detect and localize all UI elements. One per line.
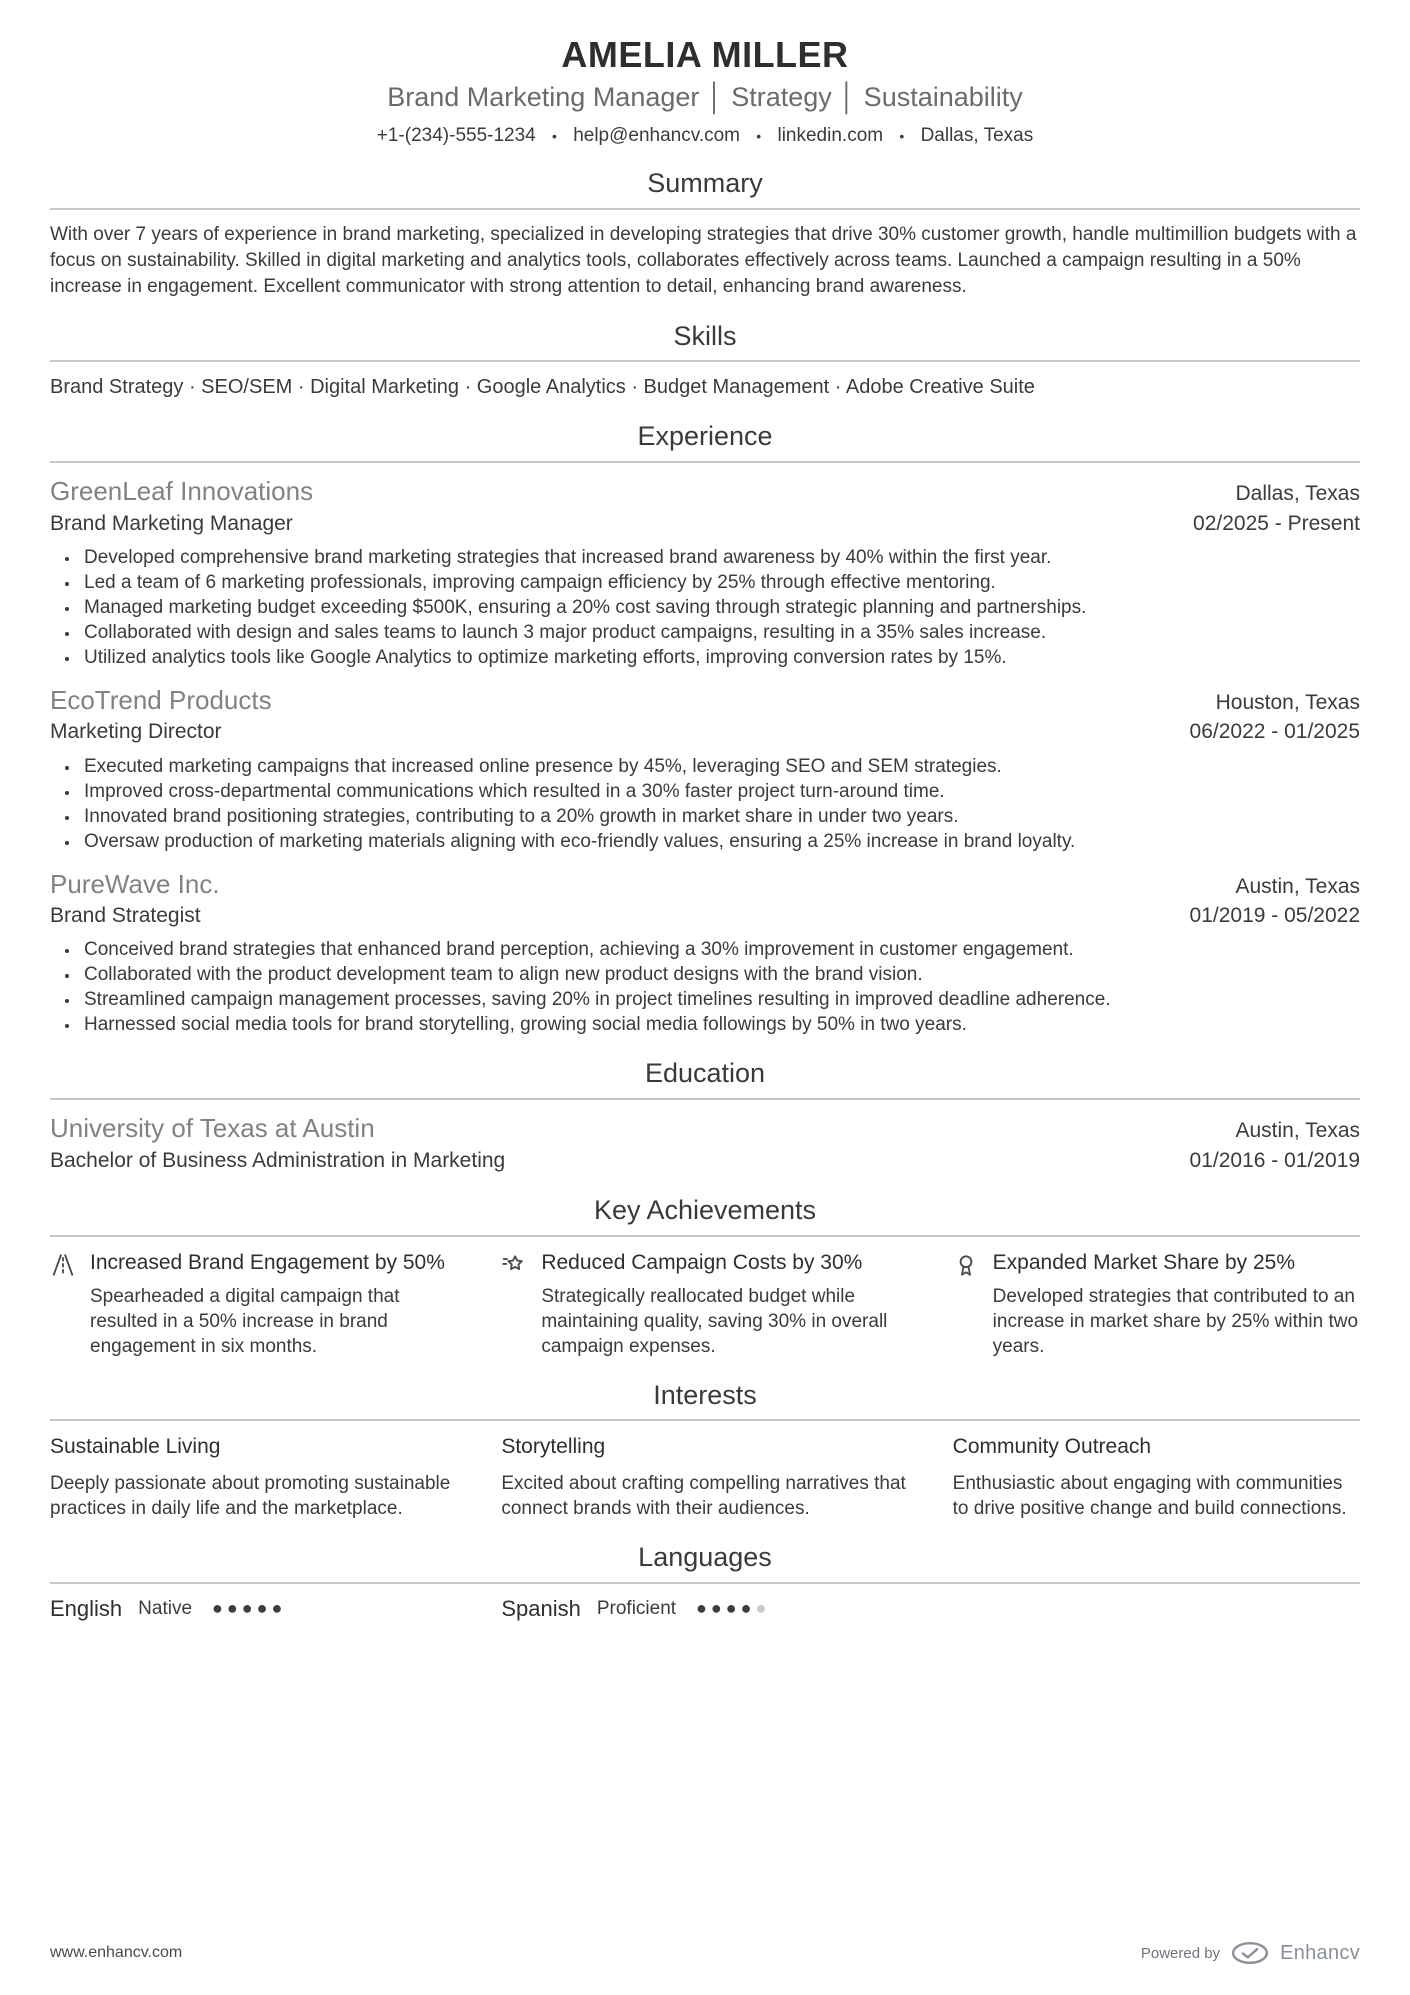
- dots-filled: ●●●●: [696, 1598, 756, 1619]
- language-proficiency-dots: [696, 1598, 770, 1619]
- job-bullet: • Innovated brand positioning strategies, contributing to a 20% growth in market share in under two years.: [80, 804, 1360, 829]
- job-title: Brand Strategist: [50, 904, 201, 928]
- achievement-text: Spearheaded a digital campaign that resulted in a 50% increase in brand engagement in six months.: [90, 1285, 400, 1357]
- job-bullet: • Collaborated with design and sales teams to launch 3 major product campaigns, resulting in a 35% sales increase.: [80, 620, 1360, 645]
- enhancv-brand-text: Enhancv: [1280, 1941, 1360, 1964]
- achievement-text: Strategically reallocated budget while maintaining quality, saving 30% in overall campaign expenses.: [541, 1285, 888, 1357]
- linkedin-link[interactable]: linkedin.com: [777, 124, 884, 146]
- languages-section: [50, 1541, 1360, 1622]
- enhancv-website-link[interactable]: www.enhancv.com: [50, 1944, 183, 1961]
- road-icon: [50, 1249, 80, 1359]
- job-bullet: • Streamlined campaign management processes, saving 20% in project timelines resulting in improved deadline adherence.: [80, 987, 1360, 1012]
- section-title-interests: Interests: [50, 1379, 1360, 1422]
- interest-item: [501, 1433, 908, 1520]
- interest-item: [50, 1433, 457, 1520]
- language-name: English: [50, 1595, 123, 1621]
- education-entry: [50, 1112, 1360, 1174]
- page-footer: [50, 1917, 1360, 1965]
- school-name: University of Texas at Austin: [50, 1113, 375, 1144]
- dots-empty: ●: [755, 1598, 771, 1619]
- experience-entry: [50, 684, 1360, 854]
- job-location: Austin, Texas: [1235, 874, 1360, 898]
- interest-text: Enthusiastic about engaging with communities to drive positive change and build connections.: [952, 1472, 1347, 1519]
- powered-by-badge: [1141, 1941, 1360, 1965]
- job-bullet: • Developed comprehensive brand marketing strategies that increased brand awareness by 40% within the first year.: [80, 545, 1360, 570]
- degree-name: Bachelor of Business Administration in Marketing: [50, 1148, 506, 1172]
- language-level: Proficient: [596, 1597, 677, 1619]
- interest-heading: Sustainable Living: [50, 1435, 221, 1459]
- job-bullet: • Managed marketing budget exceeding $500K, ensuring a 20% cost saving through strategic planning and partnerships.: [80, 595, 1360, 620]
- education-dates: 01/2016 - 01/2019: [1189, 1148, 1360, 1172]
- job-bullet: • Led a team of 6 marketing professionals, improving campaign efficiency by 25% through effective mentoring.: [80, 570, 1360, 595]
- language-level: Native: [138, 1597, 193, 1619]
- job-bullet-list: [80, 545, 1360, 670]
- contact-separator: •: [899, 127, 905, 144]
- powered-by-text: Powered by: [1140, 1944, 1221, 1962]
- job-bullet: • Improved cross-departmental communications which resulted in a 30% faster project turn-around time.: [80, 779, 1360, 804]
- section-title-achievements: Key Achievements: [50, 1194, 1360, 1237]
- company-name: EcoTrend Products: [50, 684, 272, 715]
- achievement-heading: Expanded Market Share by 25%: [992, 1250, 1296, 1274]
- resume-header: [50, 34, 1360, 147]
- contact-row: [50, 125, 1360, 147]
- contact-separator: •: [552, 127, 557, 144]
- candidate-title: Brand Marketing Manager │ Strategy │ Sustainability: [387, 82, 1023, 113]
- language-item: [50, 1596, 457, 1622]
- interest-heading: Community Outreach: [952, 1435, 1152, 1459]
- job-title: Brand Marketing Manager: [50, 511, 293, 535]
- education-section: [50, 1057, 1360, 1174]
- language-name: Spanish: [501, 1595, 581, 1621]
- skills-section: [50, 320, 1360, 401]
- company-name: PureWave Inc.: [50, 868, 220, 899]
- achievement-text: Developed strategies that contributed to an increase in market share by 25% within two years.: [992, 1285, 1359, 1357]
- company-name: GreenLeaf Innovations: [50, 476, 314, 507]
- candidate-name: AMELIA MILLER: [561, 34, 849, 75]
- job-location: Houston, Texas: [1215, 690, 1360, 714]
- section-title-experience: Experience: [50, 420, 1360, 463]
- achievement-heading: Increased Brand Engagement by 50%: [90, 1250, 445, 1274]
- achievement-item: [50, 1249, 457, 1359]
- summary-section: [50, 167, 1360, 300]
- job-bullet: • Collaborated with the product development team to align new product designs with the brand vision.: [80, 962, 1360, 987]
- experience-section: [50, 420, 1360, 1037]
- section-title-languages: Languages: [50, 1541, 1360, 1584]
- job-dates: 06/2022 - 01/2025: [1189, 720, 1360, 744]
- achievement-item: [501, 1249, 908, 1359]
- interest-text: Deeply passionate about promoting sustainable practices in daily life and the marketplace.: [50, 1472, 451, 1519]
- education-location: Austin, Texas: [1235, 1119, 1360, 1143]
- job-bullet: • Utilized analytics tools like Google Analytics to optimize marketing efforts, improving conversion rates by 15%.: [80, 645, 1360, 670]
- job-bullet: • Oversaw production of marketing materials aligning with eco-friendly values, ensuring a 25% increase in brand loyalty.: [80, 829, 1360, 854]
- dots-filled: ●●●●●: [212, 1598, 287, 1619]
- interests-section: [50, 1379, 1360, 1521]
- award-icon: [953, 1249, 983, 1359]
- achievements-section: [50, 1194, 1360, 1359]
- enhancv-logo-icon: [1230, 1941, 1270, 1965]
- job-location: Dallas, Texas: [1235, 482, 1360, 506]
- shooting-star-icon: [501, 1249, 531, 1359]
- interest-text: Excited about crafting compelling narratives that connect brands with their audiences.: [501, 1472, 906, 1519]
- location-text: Dallas, Texas: [920, 124, 1034, 146]
- job-title: Marketing Director: [50, 720, 222, 744]
- section-title-education: Education: [50, 1057, 1360, 1100]
- section-title-skills: Skills: [50, 320, 1360, 363]
- phone-text: +1-(234)-555-1234: [376, 124, 536, 146]
- achievement-item: [953, 1249, 1360, 1359]
- job-bullet: • Harnessed social media tools for brand storytelling, growing social media followings by 50% in two years.: [80, 1012, 1360, 1037]
- job-bullet: • Executed marketing campaigns that increased online presence by 45%, leveraging SEO and SEM strategies.: [80, 754, 1360, 779]
- experience-entry: [50, 868, 1360, 1038]
- skills-list: Brand Strategy · SEO/SEM · Digital Marketing · Google Analytics · Budget Management · Adobe Creative Suite: [50, 376, 1035, 399]
- summary-text: With over 7 years of experience in brand marketing, specialized in developing strategies that drive 30% customer growth, handle multimillion budgets with a focus on sustainability. Skilled in digital marketing and analytics tools, collaborates effectively across teams. Launched a campaign resulting in a 50% increase in engagement. Excellent communicator with strong attention to detail, enhancing brand awareness.: [50, 223, 1357, 297]
- job-bullet-list: [80, 754, 1360, 854]
- language-proficiency-dots: [212, 1598, 286, 1619]
- achievement-heading: Reduced Campaign Costs by 30%: [541, 1250, 863, 1274]
- interest-item: [953, 1433, 1360, 1520]
- job-dates: 01/2019 - 05/2022: [1189, 904, 1360, 928]
- interest-heading: Storytelling: [501, 1435, 606, 1459]
- language-item: [501, 1596, 908, 1622]
- contact-separator: •: [756, 127, 762, 144]
- experience-entry: [50, 475, 1360, 670]
- section-title-summary: Summary: [50, 167, 1360, 210]
- job-bullet-list: [80, 937, 1360, 1037]
- email-link[interactable]: help@enhancv.com: [573, 124, 741, 146]
- job-dates: 02/2025 - Present: [1193, 511, 1360, 535]
- job-bullet: • Conceived brand strategies that enhanced brand perception, achieving a 30% improvement in customer engagement.: [80, 937, 1360, 962]
